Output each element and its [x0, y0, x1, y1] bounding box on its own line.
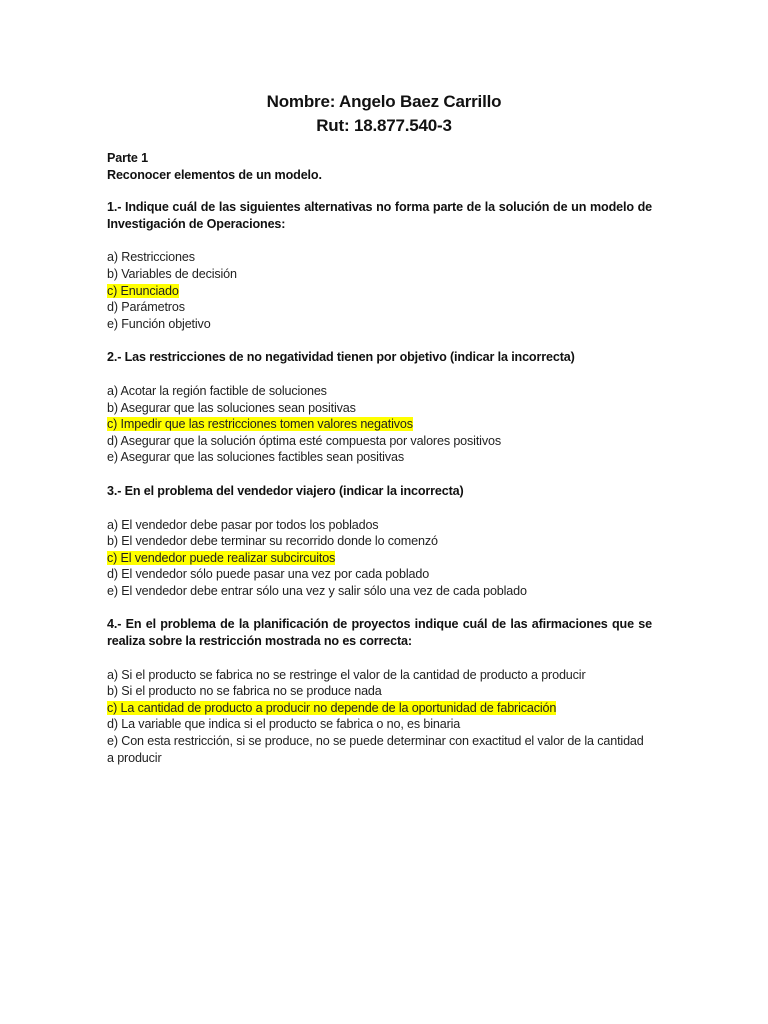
- question-2-option-a: a) Acotar la región factible de soluciones: [107, 383, 327, 398]
- student-name: Nombre: Angelo Baez Carrillo: [266, 92, 502, 111]
- question-1-options: [107, 249, 652, 332]
- question-1-option-b: b) Variables de decisión: [107, 266, 237, 281]
- question-3-prompt: 3.- En el problema del vendedor viajero (indicar la incorrecta): [107, 483, 464, 498]
- question-4-option-c-selected: [107, 700, 652, 717]
- part-subtitle: Reconocer elementos de un modelo.: [107, 167, 322, 182]
- question-3-option-e: e) El vendedor debe entrar sólo una vez y salir sólo una vez de cada poblado: [107, 583, 527, 598]
- question-4-prompt: 4.- En el problema de la planificación de proyectos indique cuál de las afirmaciones que se realiza sobre la restricción mostrada no es correcta:: [107, 617, 652, 649]
- question-1-option-c-selected: [107, 283, 652, 300]
- question-3-option-b: b) El vendedor debe terminar su recorrido donde lo comenzó: [107, 534, 438, 549]
- question-2-options: [107, 383, 652, 466]
- student-rut: Rut: 18.877.540-3: [316, 116, 452, 135]
- question-1-prompt: 1.- Indique cuál de las siguientes alternativas no forma parte de la solución de un modelo de Investigación de Operaciones:: [107, 200, 652, 231]
- question-1-option-a: a) Restricciones: [107, 250, 195, 265]
- question-2-option-d: d) Asegurar que la solución óptima esté compuesta por valores positivos: [107, 433, 501, 448]
- question-3-option-d: d) El vendedor sólo puede pasar una vez por cada poblado: [107, 567, 430, 582]
- question-2-option-e: e) Asegurar que las soluciones factibles sean positivas: [107, 450, 404, 465]
- question-3-options: [107, 517, 652, 600]
- question-3-option-c-selected: [107, 550, 652, 567]
- question-2-prompt: 2.- Las restricciones de no negatividad tienen por objetivo (indicar la incorrecta): [107, 350, 575, 365]
- question-2-option-c-selected: [107, 416, 652, 433]
- question-1-option-d: d) Parámetros: [107, 300, 185, 315]
- highlighted-answer: c) Impedir que las restricciones tomen valores negativos: [107, 417, 413, 432]
- highlighted-answer: c) Enunciado: [107, 283, 179, 298]
- question-3-option-a: a) El vendedor debe pasar por todos los poblados: [107, 517, 379, 532]
- question-1-option-e: e) Función objetivo: [107, 316, 211, 331]
- highlighted-answer: c) La cantidad de producto a producir no depende de la oportunidad de fabricación: [107, 700, 557, 715]
- question-4-options: [107, 667, 652, 767]
- question-4-option-a: a) Si el producto se fabrica no se restringe el valor de la cantidad de producto a producir: [107, 667, 586, 682]
- question-2-option-b: b) Asegurar que las soluciones sean positivas: [107, 400, 356, 415]
- document-body: [107, 150, 652, 783]
- highlighted-answer: c) El vendedor puede realizar subcircuitos: [107, 550, 336, 565]
- part-title: Parte 1: [107, 151, 148, 165]
- question-4-option-d: d) La variable que indica si el producto se fabrica o no, es binaria: [107, 717, 461, 732]
- question-4-option-e: e) Con esta restricción, si se produce, no se puede determinar con exactitud el valor de la cantidad a producir: [107, 734, 644, 765]
- question-4-option-b: b) Si el producto no se fabrica no se produce nada: [107, 684, 382, 699]
